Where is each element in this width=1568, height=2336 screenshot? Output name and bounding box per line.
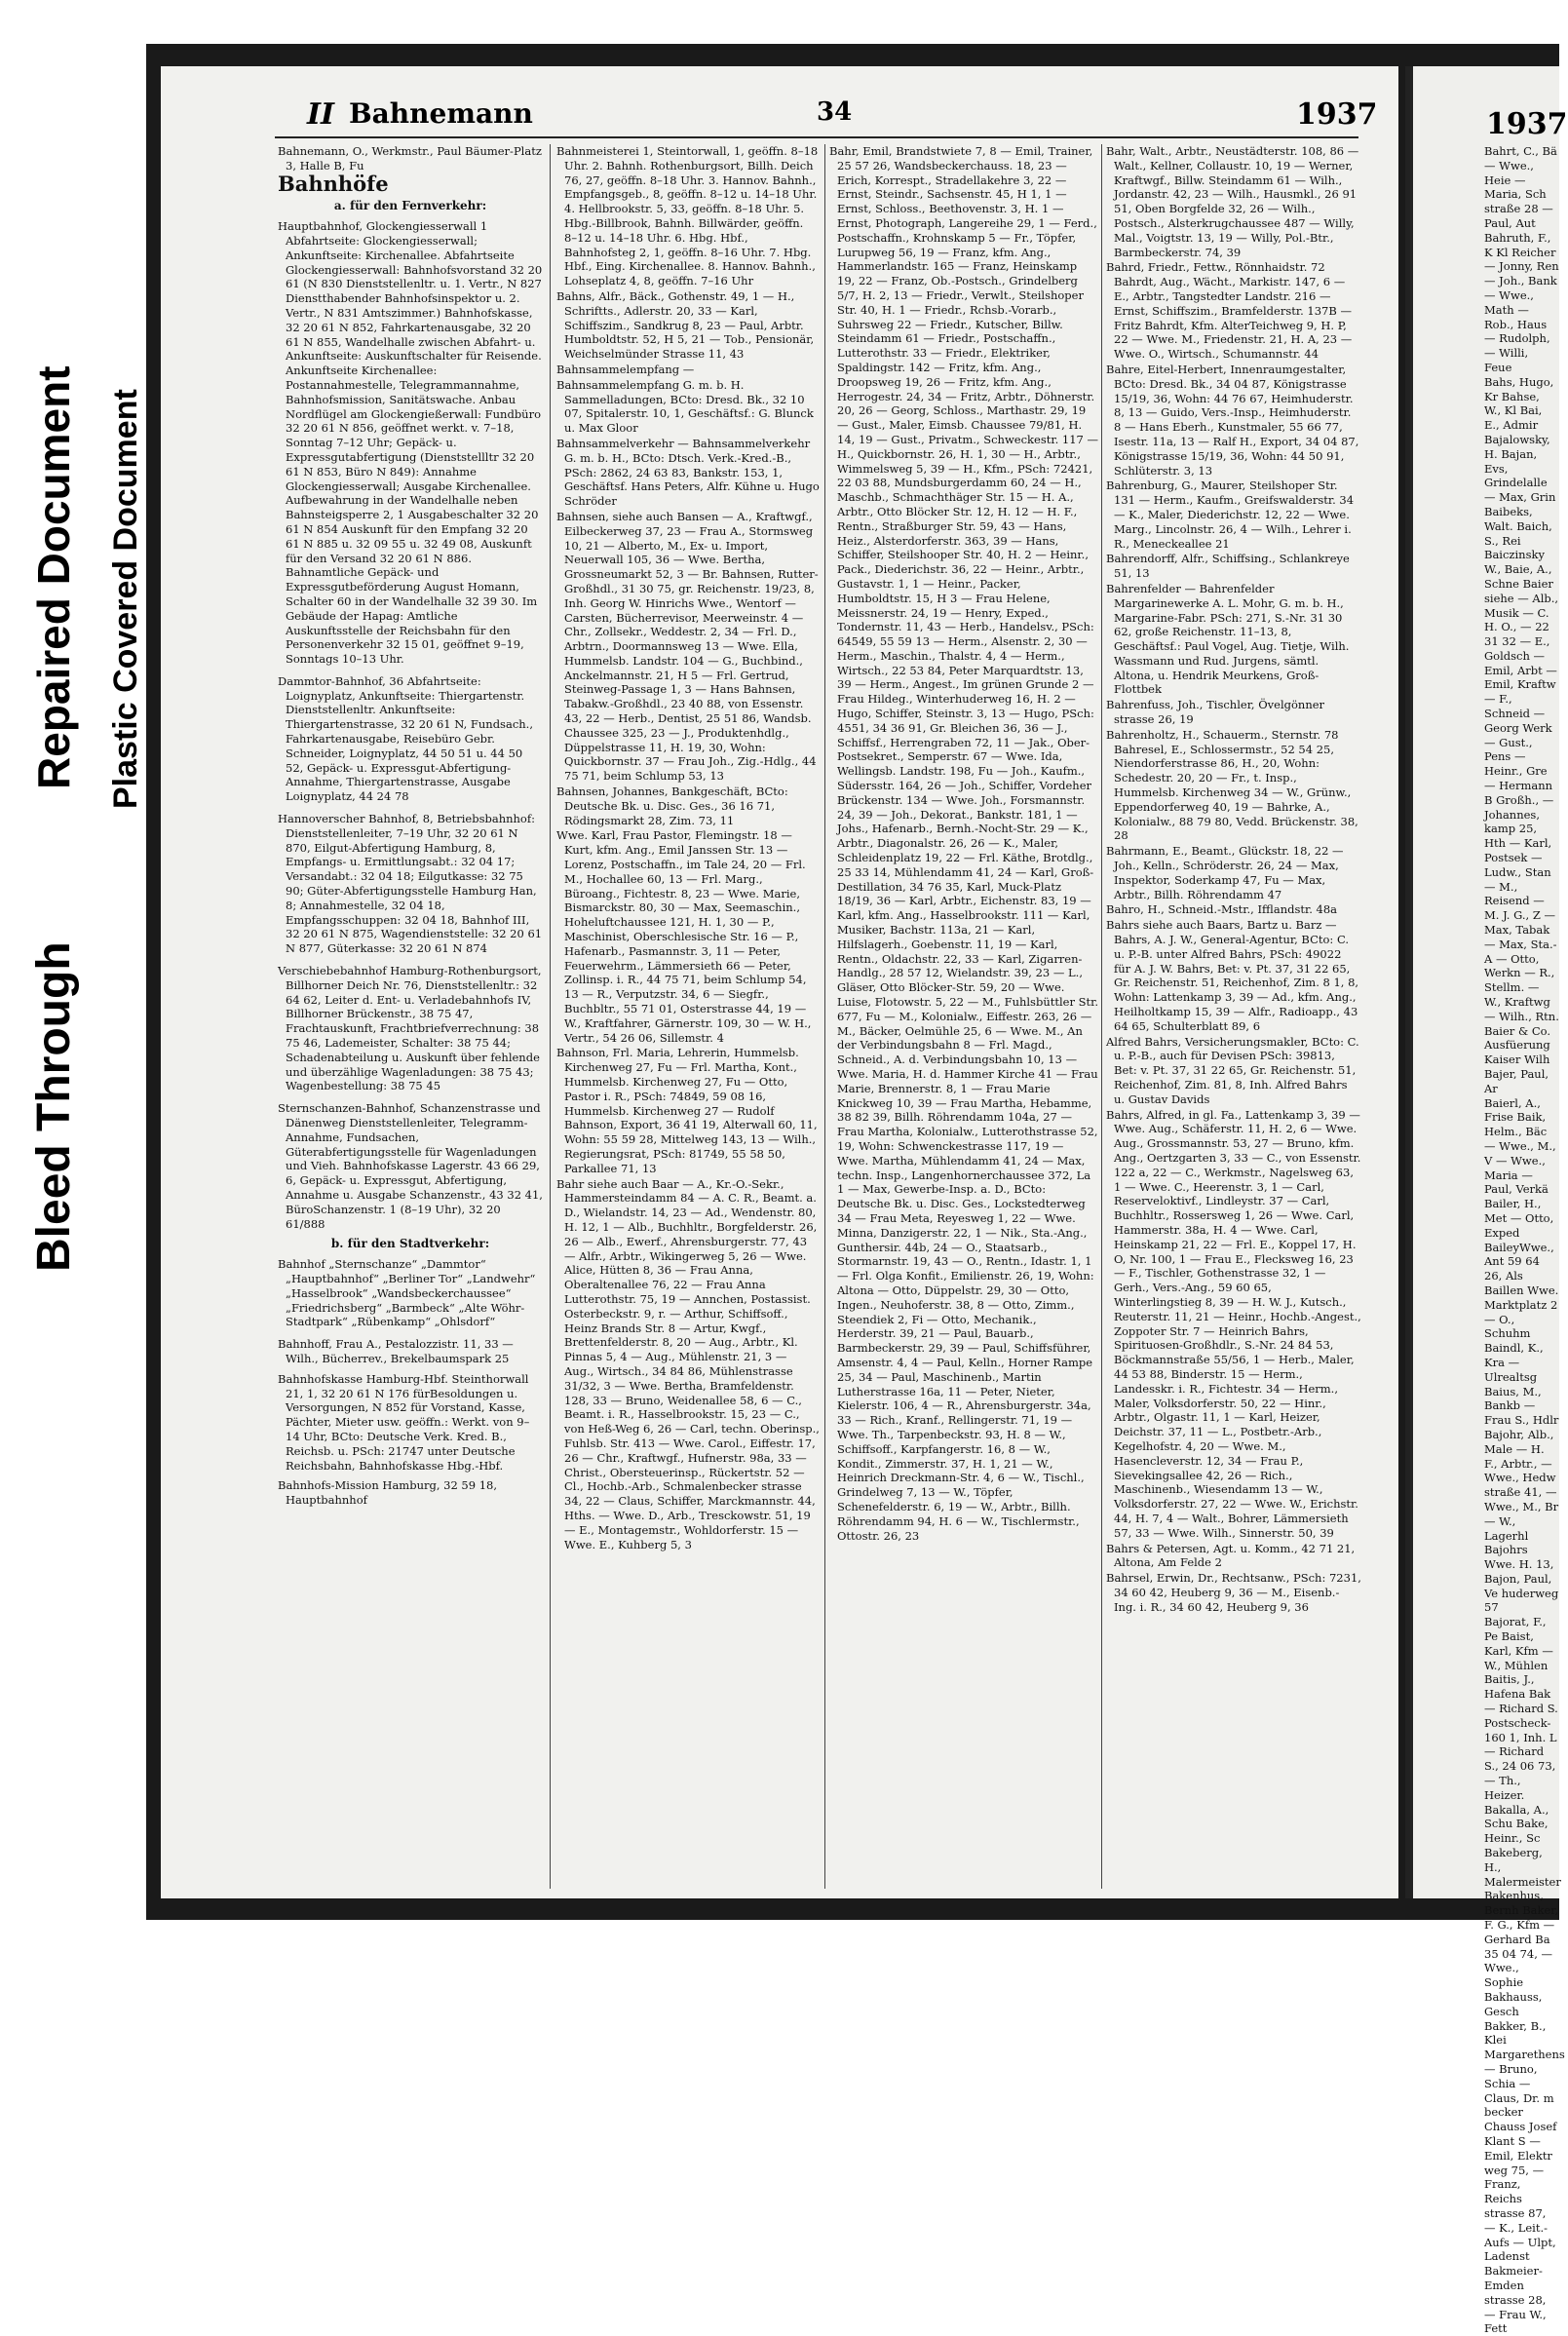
entry: Bahrs, Alfred, in gl. Fa., Lattenkamp 3, 39 — Wwe. Aug., Schäferstr. 11, H. 2, 6 — Wwe. Aug., Grossmannstr. 53, 27 — Bruno, kfm. Ang., Oertzgarten 3, 33 — C., von Essenstr. 122 a, 22 — C., Werkmstr., Nagelsweg 63, 1 — Wwe. C., Heerenstr. 3, 1 — Carl, Reserveloktivf., Lindleystr. 37 — Carl, Buchhltr., Rossersweg 1, 26 — Wwe. Carl, Hammerstr. 38a, H. 4 — Wwe. Carl, Heinskamp 21, 22 — Frl. E., Koppel 17, H. O, Nr. 100, 1 — Frau E., Flecksweg 16, 23 — F., Tischler, Gothenstrasse 32, 1 — Gerh., Vers.-Ang., 59 60 65, Winterlingstieg 8, 39 — H. W. J., Kutsch., Reuterstr. 11, 21 — Heinr., Hochb.-Angest., Zoppoter Str. 7 — Heinrich Bahrs, Spirituosen-Großhdlr., S.-Nr. 24 84 53, Böckmannstraße 55/56, 1 — Herb., Maler, 44 53 88, Binderstr. 15 — Herm., Landesskr. i. R., Fichtestr. 34 — Herm., Maler, Volksdorferstr. 50, 22 — Hinr., Arbtr., Olgastr. 11, 1 — Karl, Heizer, Deichstr. 37, 11 — L., Postbetr.-Arb., Kegelhofstr. 4, 20 — Wwe. M., Hasencleverstr. 12, 34 — Frau P., Sievekingsallee 42, 26 — Rich., Maschinenb., Wiesendamm 13 — W., Volksdorferstr. 27, 22 — Wwe. W., Erichstr. 44, H. 7, 4 — Walt., Bohrer, Lämmersieth 57, 33 — Wwe. Wilh., Sinnerstr. 50, 39 — [1106, 1107, 1361, 1540]
entry: Bahrenburg, G., Maurer, Steilshoper Str. 131 — Herm., Kaufm., Greifswalderstr. 34 — K., Maler, Diederichstr. 12, 22 — Wwe. Marg., Lincolnstr. 26, 4 — Wilh., Lehrer i. R., Meneckeallee 21 — [1106, 479, 1355, 551]
entry: Bahnsammelverkehr — Bahnsammelverkehr G. m. b. H., BCto: Dtsch. Verk.-Kred.-B., PSch: 2862, 24 63 83, Bankstr. 153, 1, Geschäftsf. Hans Peters, Alfr. Kühne u. Hugo Schröder — [556, 436, 820, 509]
bleed-through-stamp: Bleed Through — [28, 941, 80, 1272]
entry: Bahnhof „Sternschanze“ „Dammtor“ „Hauptbahnhof“ „Berliner Tor“ „Landwehr“ „Hasselbrook“ „Wandsbeckerchaussee“ „Friedrichsberg“ „Barmbeck“ „Alte Wöhr-Stadtpark“ „Rübenkamp“ „Ohlsdorf“ — [278, 1257, 536, 1329]
column-4 — [1106, 144, 1361, 1889]
entry: Baibeks, Walt. Baich, S., Rei Baiczinsky W., Baie, A., Schne Baier siehe — Alb., Musik — C. H. O., — 22 31 32 — E., Goldsch — Emil, Arbt — Emil, Kraftw — F., Schneid — Georg Werk — Gust., Pens — Heinr., Gre — Hermann B Großh., — Johannes, kamp 25, Hth — Karl, Postsek — Ludw., Stan — M., Reisend — M. J. G., Z — Max, Tabak — Max, Sta.-A — Otto, Werkn — R., Stellm. — W., Kraftwg — Wilh., Rtn. — [1484, 504, 1559, 1023]
entry: Bahnsen, Johannes, Bankgeschäft, BCto: Deutsche Bk. u. Disc. Ges., 36 16 71, Rödingsmarkt 28, Zim. 73, 11 — [556, 785, 788, 827]
directory-year: 1937 — [1296, 97, 1378, 132]
entry: Alfred Bahrs, Versicherungsmakler, BCto: C. u. P.-B., auch für Devisen PSch: 39813, Bet: v. Pt. 37, 31 22 65, Gr. Reichenstr. 51, Reichenhof, Zim. 81, 8, Inh. Alfred Bahrs u. Gustav Davids — [1106, 1034, 1359, 1106]
entry: Bahnhoff, Frau A., Pestalozzistr. 11, 33 — Wilh., Bücherrev., Brekelbaumspark 25 — [278, 1337, 514, 1365]
entry: Bahnmeisterei 1, Steintorwall, 1, geöffn. 8–18 Uhr. 2. Bahnh. Rothenburgsort, Billh. Deich 76, 27, geöffn. 8–18 Uhr. 3. Hannov. Bahnh., Empfangsgeb., 8, geöffn. 8–12 u. 14–18 Uhr. 4. Hellbrookstr. 5, 33, geöffn. 8–18 Uhr. 5. Hbg.-Billbrook, Bahnh. Billwärder, geöffn. 8–12 u. 14–18 Uhr. 6. Hbg. Hbf., Bahnhofsteg 2, 1, geöffn. 8–16 Uhr. 7. Hbg. Hbf., Eing. Kirchenallee. 8. Hannov. Bahnh., Lohseplatz 4, 8, geöffn. 7–16 Uhr — [556, 144, 819, 288]
page-number: 34 — [817, 97, 853, 127]
column-divider — [824, 144, 825, 1889]
entry: Hannoverscher Bahnhof, 8, Betriebsbahnhof: Dienststellenleiter, 7–19 Uhr, 32 20 61 N 870, Eilgut-Abfertigung Hamburg, 8, Empfangs- u. Ermittlungsabt.: 32 04 17; Versandabt.: 32 04 18; Eilgutkasse: 32 75 90; Güter-Abfertigungsstelle Hamburg Han, 8; Annahmestelle, 32 04 18, Empfangsschuppen: 32 04 18, Bahnhof III, 32 20 61 N 875, Wagendienststelle: 32 20 61 N 877, Güterkasse: 32 20 61 N 874 — [278, 812, 543, 956]
repaired-document-stamp: Repaired Document — [28, 365, 79, 789]
entry: Bakeberg, H., Malermeister Bakenhus, Bernh Baker, F. G., Kfm — Gerhard Ba 35 04 74, — Wwe., Sophie Bakhauss, Gesch — [1484, 1846, 1561, 2018]
entry: Bahnson, Frl. Maria, Lehrerin, Hummelsb. Kirchenweg 27, Fu — Frl. Martha, Kont., Hummelsb. Kirchenweg 27, Fu — Otto, Pastor i. R., PSch: 74849, 59 08 16, Hummelsb. Kirchenweg 27 — Rudolf Bahnson, Export, 36 41 19, Alterwall 60, 11, Wohn: 55 59 28, Mittelweg 143, 13 — Wilh., Regierungsrat, PSch: 81749, 55 58 50, Parkallee 71, 13 — [556, 1046, 818, 1175]
facing-page-column — [1484, 144, 1565, 2336]
entry: Bahs, Hugo, Kr Bahse, W., Kl Bai, E., Admir Bajalowsky, H. Bajan, Evs, Grindelalle — Max, Grin — [1484, 374, 1556, 505]
header-rule — [275, 136, 1358, 138]
entry: Baillen Wwe. Marktplatz 2 — O., Schuhm Baindl, K., Kra — Ulrealtsg Baius, M., Bankb — Frau S., Hdlr — [1484, 1283, 1559, 1428]
entry: Bahns, Alfr., Bäck., Gothenstr. 49, 1 — H., Schriftts., Adlerstr. 20, 33 — Karl, Schiffszim., Sandkrug 8, 23 — Paul, Arbtr. Humboldtstr. 52, H 5, 21 — Tob., Pensionär, Weichselmünder Strasse 11, 43 — [556, 288, 815, 362]
entry: Sternschanzen-Bahnhof, Schanzenstrasse und Dänenweg Dienststellenleiter, Telegramm-Annahme, Fundsachen, Güterabfertigungsstelle für Wagenladungen und Vieh. Bahnhofskasse Lagerstr. 43 66 29, 6, Gepäck- u. Expressgut, Abfertigung, Annahme u. Ausgabe Schanzenstr., 43 32 41, BüroSchanzenstr. 1 (8–19 Uhr), 32 20 61/888 — [278, 1101, 543, 1231]
subsection-heading: a. für den Fernverkehr: — [333, 199, 487, 213]
column-3 — [829, 144, 1098, 1889]
entry: Bahrenfuss, Joh., Tischler, Övelgönner strasse 26, 19 — [1106, 698, 1325, 727]
entry: Hauptbahnhof, Glockengiesserwall 1 Abfahrtseite: Glockengiesserwall; Ankunftseite: Kirchenallee. Abfahrtseite Glockengiesserwall: Bahnhofsvorstand 32 20 61 (N 830 Dienststellenltr. u. 1. Vertr., N 827 Dienstthabender Bahnhofsinspektor u. 2. Vertr., N 831 Amtszimmer.) Bahnhofskasse, 32 20 61 N 852, Fahrkartenausgabe, 32 20 61 N 855, Wandelhalle zwischen Abfahrt- u. Ankunftseite: Auskunftschalter für Reisende. Ankunftseite Kirchenallee: Postannahmestelle, Telegrammannahme, Bahnhofsmission, Sanitätswache. Anbau Nordflügel am Glockengießerwall: Fundbüro 32 20 61 N 856, geöffnet werkt. v. 7–18, Sonntag 7–12 Uhr; Gepäck- u. Expressgutabfertigung (Dienststellltr 32 20 61 N 853, Büro N 849): Annahme Glockengiesserwall; Ausgabe Kirchenallee. Aufbewahrung in der Wandelhalle neben Bahnsteigsperre 2, 1 Ausgabeschalter 32 20 61 N 854 Auskunft für den Empfang 32 20 61 N 885 u. 32 09 55 u. 32 49 08, Auskunft für den Versand 32 20 61 N 886. Bahnamtliche Gepäck- und Expressgutbeförderung August Homann, Schalter 60 in der Wandelhalle 32 39 30. Im Gebäude der Hapag: Amtliche Auskunftsstelle der Reichsbahn für den Personenverkehr 32 15 01, geöffnet 9–19, Sonntags 10–13 Uhr. — [278, 219, 543, 667]
entry: Bahrs siehe auch Baars, Bartz u. Barz — Bahrs, A. J. W., General-Agentur, BCto: C. u. P.-B. unter Alfred Bahrs, PSch: 49022 für A. J. W. Bahrs, Bet: v. Pt. 37, 31 22 65, Gr. Reichenstr. 51, Reichenhof, Zim. 8 1, 8, Wohn: Lattenkamp 3, 39 — Ad., kfm. Ang., Heilholtkamp 15, 39 — Alfr., Radioapp., 43 64 65, Schulterblatt 89, 6 — [1106, 918, 1359, 1033]
entry: Bajer, Paul, Ar — [1484, 1067, 1549, 1095]
entry: Bahnhofs-Mission Hamburg, 32 59 18, Hauptbahnhof — [278, 1478, 498, 1508]
entry: Bahr, Walt., Arbtr., Neustädterstr. 108, 86 — Walt., Kellner, Collaustr. 10, 19 — Werner, Kraftwgf., Billw. Steindamm 61 — Wilh., Jordanstr. 42, 23 — Wilh., Hausmkl., 26 91 51, Oben Borgfelde 32, 26 — Wilh., Postsch., Alsterkrugchaussee 487 — Willy, Mal., Voigtstr. 13, 19 — Willy, Pol.-Btr., Barmbeckerstr. 74, 39 — [1106, 144, 1359, 259]
section-marker: II — [307, 97, 335, 132]
entry: Bajorat, F., Pe Baist, Karl, Kfm — W., Mühlen Baitis, J., Hafena Bak — Richard S. Postscheck-160 1, Inh. L — Richard S., 24 06 73, — Th., Heizer. Bakalla, A., Schu Bake, Heinr., Sc — [1484, 1615, 1558, 1846]
entry: Bahrenfelder — Bahrenfelder Margarinewerke A. L. Mohr, G. m. b. H., Margarine-Fabr. PSch: 271, S.-Nr. 31 30 62, große Reichenstr. 11–13, 8, Geschäftsf.: Paul Vogel, Aug. Tietje, Wilh. Wassmann und Rud. Jurgens, sämtl. Altona, u. Hendrik Meurkens, Groß-Flottbek — [1106, 581, 1350, 697]
entry: Bahrsel, Erwin, Dr., Rechtsanw., PSch: 7231, 34 60 42, Heuberg 9, 36 — M., Eisenb.-Ing. i. R., 34 60 42, Heuberg 9, 36 — [1106, 1571, 1361, 1614]
entry: Bahnemann, O., Werkmstr., Paul Bäumer-Platz 3, Halle B, Fu — [278, 144, 542, 172]
entry: Bahrd, Friedr., Fettw., Rönnhaidstr. 72 Bahrdt, Aug., Wächt., Markistr. 147, 6 — E., Arbtr., Tangstedter Landstr. 216 — Ernst, Schiffszim., Bramfelderstr. 137B — Fritz Bahrdt, Kfm. AlterTeichweg 9, H. P, 22 — Wwe. M., Friedenstr. 21, H. A, 23 — Wwe. O., Wirtsch., Schumannstr. 44 — [1106, 260, 1353, 362]
entry: Bahrenholtz, H., Schauerm., Sternstr. 78 Bahresel, E., Schlossermstr., 52 54 25, Niendorferstrasse 86, H., 20, Wohn: Schedestr. 20, 20 — Fr., t. Insp., Hummelsb. Kirchenweg 34 — W., Grünw., Eppendorferweg 40, 19 — Bahrke, A., Kolonialw., 88 79 80, Vedd. Brückenstr. 38, 28 — [1106, 727, 1358, 843]
column-divider — [550, 144, 551, 1889]
running-head: Bahnemann — [349, 97, 533, 130]
entry: Bahre, Eitel-Herbert, Innenraumgestalter, BCto: Dresd. Bk., 34 04 87, Königstrasse 15/19, 36, Wohn: 44 76 67, Heimhuderstr. 8, 13 — Guido, Vers.-Insp., Heimhuderstr. 8 — Hans Eberh., Kunstmaler, 55 66 77, Isestr. 11a, 13 — Ralf H., Export, 34 04 87, Königstrasse 15/19, 36, Wohn: 44 50 91, Schlüterstr. 3, 13 — [1106, 362, 1359, 478]
page-gutter — [1405, 66, 1413, 1898]
entry: Verschiebebahnhof Hamburg-Rothenburgsort, Billhorner Deich Nr. 76, Dienststellenltr.: 32 64 62, Leiter d. Ent- u. Verladebahnhofs IV, Billhorner Brückenstr., 38 75 47, Frachtauskunft, Frachtbriefverrechnung: 38 75 46, Lademeister, Schalter: 38 75 44; Schadenabteilung u. Auskunft über fehlende und überzählige Wagenladungen: 38 75 43; Wagenbestellung: 38 75 45 — [278, 964, 542, 1093]
entry: Baier & Co. Ausfüerung Kaiser Wilh — [1484, 1023, 1551, 1067]
entry: Bajohr, Alb., Male — H. F., Arbtr., — Wwe., Hedw straße 41, — Wwe., M., Br — W., Lagerhl Bajohrs Wwe. H. 13, Bajon, Paul, Ve huderweg 57 — [1484, 1427, 1559, 1615]
entry: Wwe. Karl, Frau Pastor, Flemingstr. 18 — Kurt, kfm. Ang., Emil Janssen Str. 13 — Lorenz, Postschaffn., im Tale 24, 20 — Frl. M., Hochallee 60, 13 — Frl. Marg., Büroang., Fichtestr. 8, 23 — Wwe. Marie, Bismarckstr. 80, 30 — Max, Seemaschin., Hoheluftchaussee 121, H. 1, 30 — P., Maschinist, Oberschlesische Str. 16 — P., Hafenarb., Pasmannstr. 3, 11 — Peter, Feuerwehrm., Lämmersieth 66 — Peter, Zollinsp. i. R., 44 75 71, beim Schlump 54, 13 — R., Verputzstr. 34, 6 — Siegfr., Buchbltr., 55 71 01, Osterstrasse 44, 19 — W., Kraftfahrer, Gärnerstr. 109, 30 — W. H., Vertr., 54 26 06, Sillemstr. 4 — [556, 828, 812, 1045]
entry: Bahrs & Petersen, Agt. u. Komm., 42 71 21, Altona, Am Felde 2 — [1106, 1541, 1356, 1570]
entry: Bahr, Emil, Brandstwiete 7, 8 — Emil, Trainer, 25 57 26, Wandsbeckerchauss. 18, 23 — Erich, Korrespt., Stradellakehre 3, 22 — Ernst, Steindr., Sachsenstr. 45, H 1, 1 — Ernst, Schloss., Beethovenstr. 3, H. 1 — Ernst, Photograph, Langereihe 29, 1 — Ferd., Postschaffn., Krohnskamp 5 — Fr., Töpfer, Lurupweg 56, 19 — Franz, kfm. Ang., Hammerlandstr. 165 — Franz, Heinskamp 19, 22 — Franz, Ob.-Postsch., Grindelberg 5/7, H. 2, 13 — Friedr., Verwlt., Steilshoper Str. 40, H. 1 — Friedr., Rchsb.-Vorarb., Suhrsweg 22 — Friedr., Kutscher, Billw. Steindamm 61 — Friedr., Postschaffn., Lutterothstr. 33 — Friedr., Elektriker, Spaldingstr. 142 — Fritz, kfm. Ang., Droopsweg 19, 26 — Fritz, kfm. Ang., Herrogestr. 24, 34 — Fritz, Arbtr., Döhnerstr. 20, 26 — Georg, Schloss., Marthastr. 29, 19 — Gust., Maler, Eimsb. Chaussee 79/81, H. 14, 19 — Gust., Privatm., Schweckestr. 117 — H., Quickbornstr. 26, H. 1, 30 — H., Arbtr., Wimmelsweg 5, 39 — H., Kfm., PSch: 72421, 22 03 88, Mundsburgerdamm 60, 24 — H., Maschb., Schmachthäger Str. 15 — H. A., Arbtr., Otto Blöcker Str. 12, H. 12 — H. F., Rentn., Straßburger Str. 59, 43 — Hans, Heiz., Alsterdorferstr. 363, 39 — Hans, Schiffer, Steilshooper Str. 40, H. 2 — Heinr., Pack., Diederichstr. 36, 22 — Heinr., Arbtr., Gustavstr. 1, 1 — Heinr., Packer, Humboldtstr. 15, H 3 — Frau Helene, Meissnerstr. 24, 19 — Henry, Exped., Tondernstr. 11, 43 — Herb., Handelsv., PSch: 64549, 55 59 13 — Herm., Alsenstr. 2, 30 — Herm., Maschin., Thalstr. 4, 4 — Herm., Wirtsch., 22 53 84, Peter Marquardtstr. 13, 39 — Herm., Angest., Im grünen Grunde 2 — Frau Hildeg., Winterhuderweg 16, H. 2 — Hugo, Schiffer, Steinstr. 3, 13 — Hugo, PSch: 4551, 34 36 91, Gr. Bleichen 36, 36 — J., Schiffsf., Herrengraben 72, 11 — Jak., Ober-Postsekret., Semperstr. 67 — Wwe. Ida, Wellingsb. Landstr. 198, Fu — Joh., Kaufm., Südersstr. 164, 26 — Joh., Schiffer, Vordeher Brückenstr. 134 — Wwe. Joh., Forsmannstr. 24, 39 — Joh., Dekorat., Bankstr. 181, 1 — Johs., Hafenarb., Bernh.-Nocht-Str. 29 — K., Arbtr., Diagonalstr. 26, 26 — K., Maler, Schleidenplatz 19, 22 — Frl. Käthe, Brotdlg., 25 33 14, Mühlendamm 41, 24 — Karl, Groß-Destillation, 34 76 35, Karl, Muck-Platz 18/19, 36 — Karl, Arbtr., Eichenstr. 83, 19 — Karl, kfm. Ang., Hasselbrookstr. 111 — Karl, Musiker, Bachstr. 113a, 21 — Karl, Hilfslagerh., Goebenstr. 11, 19 — Karl, Rentn., Oldachstr. 22, 33 — Karl, Zigarren-Handlg., 28 57 12, Wielandstr. 39, 23 — L., Gläser, Otto Blöcker-Str. 59, 20 — Wwe. Luise, Flotowstr. 5, 22 — M., Fuhlsbüttler Str. 677, Fu — M., Kolonialw., Eiffestr. 263, 26 — M., Bäcker, Oelmühle 25, 6 — Wwe. M., An der Verbindungsbahn 8 — Frl. Magd., Schneid., A. d. Verbindungsbahn 10, 13 — Wwe. Maria, H. d. Hammer Kirche 41 — Frau Marie, Brennerstr. 8, 1 — Frau Marie Knickweg 10, 39 — Frau Martha, Hebamme, 38 82 39, Billh. Röhrendamm 104a, 27 — Frau Martha, Kolonialw., Lutterothstrasse 52, 19, Wohn: Schwenckestrasse 117, 19 — Wwe. Martha, Mühlendamm 41, 24 — Max, techn. Insp., Langenhornerchaussee 372, La 1 — Max, Gewerbe-Insp. a. D., BCto: Deutsche Bk. u. Disc. Ges., Lockstedterweg 34 — Frau Meta, Reyesweg 1, 22 — Wwe. Minna, Danzigerstr. 22, 1 — Nik., Sta.-Ang., Gunthersir. 44b, 24 — O., Staatsarb., Stormarnstr. 19, 43 — O., Rentn., Idastr. 1, 1 — Frl. Olga Konfit., Emilienstr. 26, 19, Wohn: Altona — Otto, Düppelstr. 29, 30 — Otto, Ingen., Neuhoferstr. 38, 8 — Otto, Zimm., Steendiek 2, Fi — Otto, Mechanik., Herderstr. 39, 21 — Paul, Bauarb., Barmbeckerstr. 29, 39 — Paul, Schiffsführer, Amsenstr. 4, 4 — Paul, Kelln., Horner Rampe 25, 34 — Paul, Maschinenb., Martin Lutherstrasse 16a, 11 — Peter, Nieter, Kielerstr. 106, 4 — R., Ahrensburgerstr. 34a, 33 — Rich., Kranf., Rellingerstr. 71, 19 — Wwe. Th., Tarpenbeckstr. 93, H. 8 — W., Schiffsoff., Karpfangerstr. 16, 8 — W., Kondit., Zimmerstr. 37, H. 1, 21 — W., Heinrich Dreckmann-Str. 4, 6 — W., Tischl., Grindelweg 7, 13 — W., Töpfer, Schenefelderstr. 6, 19 — W., Arbtr., Billh. Röhrendamm 94, H. 6 — W., Tischlermstr., Ottostr. 26, 23 — [829, 144, 1098, 1543]
entry: Bakmeier-Emden strasse 28, — Frau W., Fett — [1484, 2264, 1547, 2336]
column-2 — [556, 144, 820, 1889]
subsection-heading: b. für den Stadtverkehr: — [330, 1237, 490, 1251]
entry: Bahnsen, siehe auch Bansen — A., Kraftwgf., Eilbeckerweg 37, 23 — Frau A., Stormsweg 10, 21 — Alberto, M., Ex- u. Import, Neuerwall 105, 36 — Wwe. Bertha, Grossneumarkt 52, 3 — Br. Bahnsen, Rutter-Großhdl., 31 30 75, gr. Reichenstr. 19/23, 8, Inh. Georg W. Hinrichs Wwe., Wentorf — Carsten, Bücherrevisor, Meerweinstr. 4 — Chr., Zollsekr., Weddestr. 2, 34 — Frl. D., Arbtrn., Doormannsweg 13 — Wwe. Ella, Hummelsb. Landstr. 104 — G., Buchbind., Anckelmannstr. 21, H 5 — Frl. Gertrud, Steinweg-Passage 1, 3 — Hans Bahnsen, Tabakw.-Großhdl., 23 40 88, von Essenstr. 43, 22 — Herb., Dentist, 25 51 86, Wandsb. Chaussee 325, 23 — J., Produktenhdlg., Düppelstrasse 11, H. 19, 30, Wohn: Quickbornstr. 37 — Frau Joh., Zig.-Hdlg., 44 75 71, beim Schlump 53, 13 — [556, 509, 819, 784]
entry: Bahrt, C., Bä — Wwe., Heie — Maria, Sch straße 28 — Paul, Aut — [1484, 144, 1557, 230]
entry: Bahnsammelempfang G. m. b. H. Sammelladungen, BCto: Dresd. Bk., 32 10 07, Spitalerstr. 10, 1, Geschäftsf.: G. Blunck u. Max Gloor — [556, 377, 814, 436]
entry: Bahr siehe auch Baar — A., Kr.-O.-Sekr., Hammersteindamm 84 — A. C. R., Beamt. a. D., Wielandstr. 14, 23 — Ad., Wendenstr. 80, H. 12, 1 — Alb., Buchhltr., Borgfelderstr. 26, 26 — Alb., Ewerf., Ahrensburgerstr. 77, 43 — Alfr., Arbtr., Wikingerweg 5, 26 — Wwe. Alice, Hütten 8, 36 — Frau Anna, Oberaltenallee 76, 22 — Frau Anna Lutterothstr. 75, 19 — Annchen, Postassist. Osterbeckstr. 9, r. — Arthur, Schiffsoff., Heinz Brands Str. 8 — Artur, Kwgf., Brettenfelderstr. 8, 20 — Aug., Arbtr., Kl. Pinnas 5, 4 — Aug., Mühlenstr. 21, 3 — Aug., Wirtsch., 34 84 86, Mühlenstrasse 31/32, 3 — Wwe. Bertha, Bramfeldenstr. 128, 33 — Bruno, Weidenallee 58, 6 — C., Beamt. i. R., Hasselbrookstr. 15, 23 — C., von Heß-Weg 6, 26 — Carl, techn. Oberinsp., Fuhlsb. Str. 413 — Wwe. Carol., Eiffestr. 17, 26 — Chr., Kraftwgf., Hufnerstr. 98a, 33 — Christ., Obersteuerinsp., Rückertstr. 52 — Cl., Hochb.-Arb., Schmalenbecker strasse 34, 22 — Claus, Schiffer, Marckmannstr. 44, Hths. — Wwe. D., Arb., Tresckowstr. 51, 19 — E., Montagemstr., Wohldorferstr. 15 — Wwe. E., Kuhberg 5, 3 — [556, 1176, 820, 1551]
entry: Bahrmann, E., Beamt., Glückstr. 18, 22 — Joh., Kelln., Schröderstr. 26, 24 — Max, Inspektor, Soderkamp 47, Fu — Max, Arbtr., Billh. Röhrendamm 47 — [1106, 844, 1344, 901]
entry: Bahnhofskasse Hamburg-Hbf. Steinthorwall 21, 1, 32 20 61 N 176 fürBesoldungen u. Versorgungen, N 852 für Vorstand, Kasse, Pächter, Mieter usw. geöffn.: Werkt. von 9–14 Uhr, BCto: Deutsche Verk. Kred. B., Reichsb. u. PSch: 21747 unter Deutsche Reichsbahn, Bahnhofskasse Hbg.-Hbf. — [278, 1371, 530, 1473]
column-divider — [1101, 144, 1102, 1889]
entry: Bahnsammelempfang — — [556, 362, 695, 376]
section-heading: Bahnhöfe — [278, 171, 389, 196]
entry: Bahruth, F., K Kl Reicher — Jonny, Ren — Joh., Bank — Wwe., Math — Rob., Haus — Rudolph, — Willi, Feue — [1484, 230, 1559, 374]
column-1 — [278, 144, 543, 1889]
plastic-covered-stamp: Plastic Covered Document — [107, 389, 144, 809]
entry: Bahrendorff, Alfr., Schiffsing., Schlankreye 51, 13 — [1106, 552, 1350, 581]
entry: Bahro, H., Schneid.-Mstr., Ifflandstr. 48a — [1106, 902, 1338, 917]
entry: Bakker, B., Klei Margarethens — Bruno, Schia — Claus, Dr. m becker Chauss Josef Klant S — Emil, Elektr weg 75, — Franz, Reichs strasse 87, — K., Leit.-Aufs — Ulpt, Ladenst — [1484, 2018, 1565, 2264]
entry: Dammtor-Bahnhof, 36 Abfahrtseite: Loignyplatz, Ankunftseite: Thiergartenstr. Dienststellenltr. Ankunftseite: Thiergartenstrasse, 32 20 61 N, Fundsach., Fahrkartenausgabe, Reisebüro Gebr. Schneider, Loignyplatz, 44 50 51 u. 44 50 52, Gepäck- u. Expressgut-Abfertigung-Annahme, Thiergartenstrasse, Ausgabe Loignyplatz, 44 24 78 — [278, 673, 533, 804]
entry: Baierl, A., Frise Baik, Helm., Bäc — Wwe., M., V — Wwe., Maria — Paul, Verkä Bailer, H., Met — Otto, Exped BaileyWwe., Ant 59 64 26, Als — [1484, 1095, 1556, 1283]
facing-page-year: 1937 — [1486, 107, 1568, 141]
